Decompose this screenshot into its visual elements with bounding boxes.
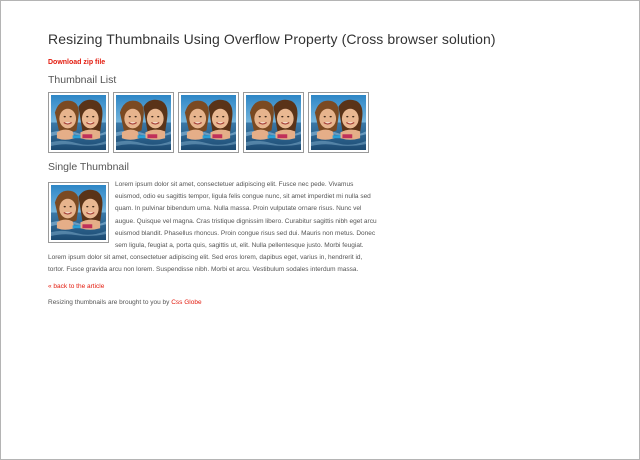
thumbnail-photo <box>311 95 366 150</box>
thumbnail-photo <box>51 185 106 240</box>
page-title: Resizing Thumbnails Using Overflow Property (Cross browser solution) <box>48 31 496 47</box>
thumbnail-photo <box>116 95 171 150</box>
thumbnail-item[interactable] <box>48 92 109 153</box>
download-zip-link[interactable]: Download zip file <box>48 59 106 66</box>
thumbnail-item[interactable] <box>243 92 304 153</box>
thumbnail-list <box>48 92 378 153</box>
thumbnail-item[interactable] <box>178 92 239 153</box>
single-thumbnail-heading: Single Thumbnail <box>48 161 129 173</box>
footer-credit <box>48 299 378 306</box>
thumbnail-photo <box>246 95 301 150</box>
footer-text: Resizing thumbnails are brought to you by <box>48 298 172 306</box>
single-thumbnail[interactable] <box>48 182 109 243</box>
css-globe-link[interactable]: Css Globe <box>171 298 202 306</box>
back-to-article-link[interactable]: « back to the article <box>48 282 105 290</box>
lorem-paragraph: Lorem ipsum dolor sit amet, consectetuer adipiscing elit. Fusce nec pede. Vivamus euismod, odio eu sagittis tempor, ligula felis congue nunc, sit amet imperdiet mi nulla sed quam. In pulvinar bibendum urna. Nulla massa. Proin vulputate ornare risus. Nunc vel augue. Quisque vel magna. Cras tristique dignissim libero. Curabitur sagittis nibh eget arcu euismod blandit. Phasellus rhoncus. Proin congue risus sed dui. Mauris non metus. Donec sem ligula, feugiat a, porta quis, sagittis ut, elit. Nulla pellentesque justo. Morbi feugiat. Lorem ipsum dolor sit amet, consectetuer adipiscing elit. Sed eros lorem, dapibus eget, varius in, hendrerit id, tortor. Fusce gravida arcu non lorem. Suspendisse nibh. Morbi et arcu. Vestibulum sodales interdum massa. <box>48 181 377 274</box>
thumbnail-list-heading: Thumbnail List <box>48 74 117 86</box>
thumbnail-item[interactable] <box>308 92 369 153</box>
single-thumbnail-section <box>48 179 378 306</box>
main-content <box>48 31 496 306</box>
thumbnail-photo <box>181 95 236 150</box>
thumbnail-photo <box>51 95 106 150</box>
thumbnail-item[interactable] <box>113 92 174 153</box>
